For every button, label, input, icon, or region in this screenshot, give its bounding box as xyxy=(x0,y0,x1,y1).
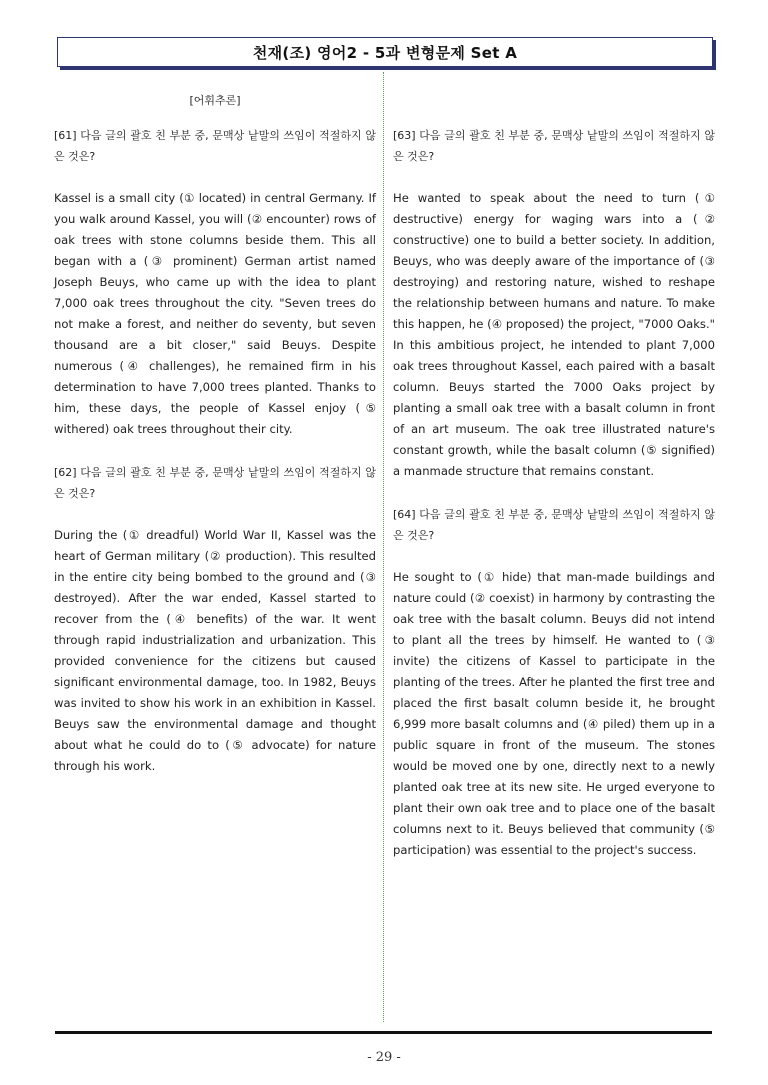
left-column xyxy=(54,90,376,799)
question-63-passage: He wanted to speak about the need to turn (① destructive) energy for waging wars into a (② constructive) one to build a better society. In addition, Beuys, who was deeply aware of the importance of (③ destroying) and restoring nature, wished to reshape the relationship between humans and nature. To make this happen, he (④ proposed) the project, "7000 Oaks." In this ambitious project, he intended to plant 7,000 oak trees throughout Kassel, each paired with a basalt column. Beuys started the 7000 Oaks project by planting a small oak tree with a basalt column in front of an art museum. The oak tree illustrated nature's constant growth, while the basalt column (⑤ signified) a manmade structure that remains constant. xyxy=(393,191,715,478)
page-number: - 29 - xyxy=(367,1050,401,1065)
right-column xyxy=(393,90,715,883)
column-spacer xyxy=(393,90,715,125)
column-divider xyxy=(383,72,384,1022)
question-62-passage: During the (① dreadful) World War II, Kassel was the heart of German military (② production). This resulted in the entire city being bombed to the ground and (③ destroyed). After the war ended, Kassel started to recover from the (④ benefits) of the war. It went through rapid industrialization and urbanization. This provided convenience for the citizens but caused significant environmental damage, too. In 1982, Beuys was invited to show his work in an exhibition in Kassel. Beuys saw the environmental damage and thought about what he could do to (⑤ advocate) for nature through his work. xyxy=(54,528,376,773)
page-title: 천재(조) 영어2 - 5과 변형문제 Set A xyxy=(252,43,518,62)
question-64-passage: He sought to (① hide) that man-made buildings and nature could (② coexist) in harmony by contrasting the oak tree with the basalt column. Beuys did not intend to plant all the trees by himself. He wanted to (③ invite) the citizens of Kassel to participate in the planting of the trees. After he planted the first tree and placed the first basalt column beside it, he brought 6,999 more basalt columns and (④ piled) them up in a public square in front of the museum. The stones would be moved one by one, directly next to a newly planted oak tree at its new site. He urged everyone to plant their own oak tree and to place one of the basalt columns next to it. Beuys believed that community (⑤ participation) was essential to the project's success. xyxy=(393,570,715,857)
question-62-prompt: [62] 다음 글의 괄호 친 부분 중, 문맥상 낱말의 쓰임이 적절하지 않은 것은? xyxy=(54,466,376,500)
question-63-prompt: [63] 다음 글의 괄호 친 부분 중, 문맥상 낱말의 쓰임이 적절하지 않은 것은? xyxy=(393,129,715,163)
section-label: [어휘추론] xyxy=(189,94,241,107)
question-61-prompt: [61] 다음 글의 괄호 친 부분 중, 문맥상 낱말의 쓰임이 적절하지 않은 것은? xyxy=(54,129,376,163)
question-61-passage: Kassel is a small city (① located) in central Germany. If you walk around Kassel, you will (② encounter) rows of oak trees with stone columns beside them. This all began with a (③ prominent) German artist named Joseph Beuys, who came up with the idea to plant 7,000 oak trees throughout the city. "Seven trees do not make a forest, and neither do seventy, but seven thousand are a bit closer," said Beuys. Despite numerous (④ challenges), he remained firm in his determination to have 7,000 trees planted. Thanks to him, these days, the people of Kassel enjoy (⑤ withered) oak trees throughout their city. xyxy=(54,191,376,436)
question-64-prompt: [64] 다음 글의 괄호 친 부분 중, 문맥상 낱말의 쓰임이 적절하지 않은 것은? xyxy=(393,508,715,542)
page-header xyxy=(57,37,713,67)
footer-rule xyxy=(55,1031,712,1034)
